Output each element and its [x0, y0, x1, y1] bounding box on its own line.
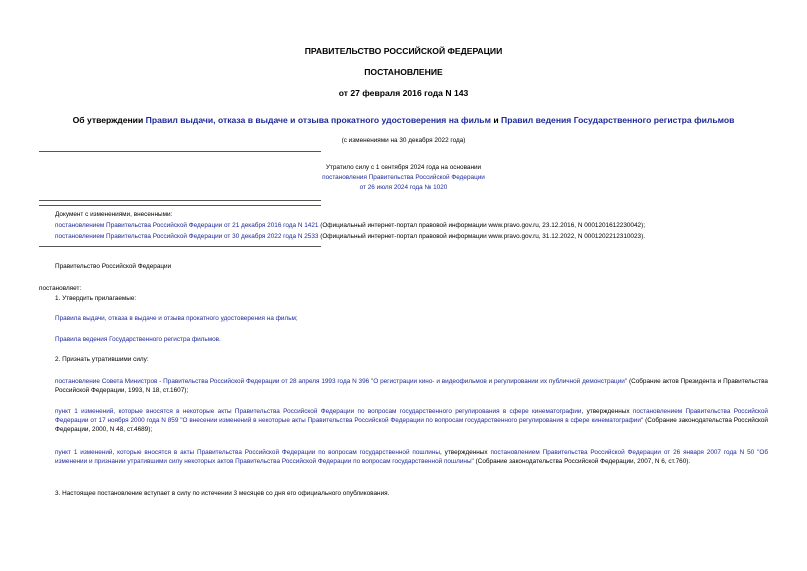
repealed-item	[55, 407, 768, 434]
expiry-link-resolution[interactable]: постановления Правительства Российской Федерации	[322, 174, 485, 181]
approved-rules-register-link[interactable]: Правила ведения Государственного регистра фильмов.	[55, 336, 221, 343]
changes-item-link[interactable]: постановлением Правительства Российской Федерации от 30 декабря 2022 года N 2533	[55, 233, 319, 240]
repealed-item-source: (Собрание законодательства Российской Федерации, 2000, N 48, ст.4689);	[55, 417, 768, 433]
changes-item-link[interactable]: постановлением Правительства Российской Федерации от 21 декабря 2016 года N 1421	[55, 222, 319, 229]
document-type: ПОСТАНОВЛЕНИЕ	[364, 67, 443, 77]
title-link-rules-register[interactable]: Правил ведения Государственного регистра фильмов	[501, 115, 735, 125]
divider	[39, 246, 321, 247]
paragraph-1: 1. Утвердить прилагаемые:	[55, 295, 137, 302]
document-date-number: от 27 февраля 2016 года N 143	[338, 88, 469, 98]
repealed-item	[55, 377, 768, 395]
body-resolves: постановляет:	[39, 285, 82, 292]
expiry-link-date[interactable]: от 26 июля 2024 года № 1020	[359, 184, 448, 191]
paragraph-3: 3. Настоящее постановление вступает в силу по истечении 3 месяцев со дня его официального опубликования.	[55, 490, 390, 497]
divider	[39, 205, 321, 206]
repealed-item-connector: , утвержденных	[581, 408, 633, 415]
title-link-rules-certificate[interactable]: Правил выдачи, отказа в выдаче и отзыва прокатного удостоверения на фильм	[145, 115, 491, 125]
changes-item-source: (Официальный интернет-портал правовой информации www.pravo.gov.ru, 23.12.2016, N 0001201612230042);	[318, 222, 646, 229]
changes-item-source: (Официальный интернет-портал правовой информации www.pravo.gov.ru, 31.12.2022, N 0001202212310023).	[318, 233, 646, 240]
repealed-item-source: (Собрание актов Президента и Правительства Российской Федерации, 1993, N 18, ст.1607);	[55, 378, 768, 394]
changes-item	[55, 232, 645, 241]
repealed-item-link[interactable]: постановлением Правительства Российской Федерации от 26 января 2007 года N 50 "Об изменении и признании утратившими силу некоторых актов Правительства Российской Федерации по вопросам государственной пошлины"	[55, 449, 768, 465]
document-title	[0, 115, 807, 125]
changes-item	[55, 221, 645, 230]
title-middle: и	[490, 115, 502, 125]
divider	[39, 200, 321, 201]
body-government-line: Правительство Российской Федерации	[55, 263, 172, 270]
repealed-item-connector: , утвержденных	[439, 449, 491, 456]
divider	[39, 151, 321, 152]
title-prefix: Об утверждении	[72, 115, 146, 125]
paragraph-2: 2. Признать утратившими силу:	[55, 356, 149, 363]
repealed-item-link[interactable]: пункт 1 изменений, которые вносятся в акты Правительства Российской Федерации по вопросам государственной пошлины	[55, 449, 440, 456]
government-heading: ПРАВИТЕЛЬСТВО РОССИЙСКОЙ ФЕДЕРАЦИИ	[304, 46, 503, 56]
amendment-note: (с изменениями на 30 декабря 2022 года)	[341, 137, 466, 144]
repealed-item-link[interactable]: пункт 1 изменений, которые вносятся в некоторые акты Правительства Российской Федерации по вопросам государственного регулирования в сфере кинематографии	[55, 408, 582, 415]
approved-rules-certificate-link[interactable]: Правила выдачи, отказа в выдаче и отзыва прокатного удостоверения на фильм;	[55, 315, 298, 322]
expiry-line: Утратило силу с 1 сентября 2024 года на основании	[325, 164, 482, 171]
repealed-item	[55, 448, 768, 466]
repealed-item-link[interactable]: постановление Совета Министров - Правительства Российской Федерации от 28 апреля 1993 года N 396 "О регистрации кино- и видеофильмов и регулировании их публичной демонстрации"	[55, 378, 628, 385]
repealed-item-source: (Собрание законодательства Российской Федерации, 2007, N 6, ст.760).	[473, 458, 691, 465]
changes-heading: Документ с изменениями, внесенными:	[55, 211, 173, 218]
repealed-item-link[interactable]: постановлением Правительства Российской Федерации от 17 ноября 2000 года N 859 "О внесении изменений в некоторые акты Правительства Российской Федерации по вопросам государственного регулирования в сфере кинематографии"	[55, 408, 768, 424]
